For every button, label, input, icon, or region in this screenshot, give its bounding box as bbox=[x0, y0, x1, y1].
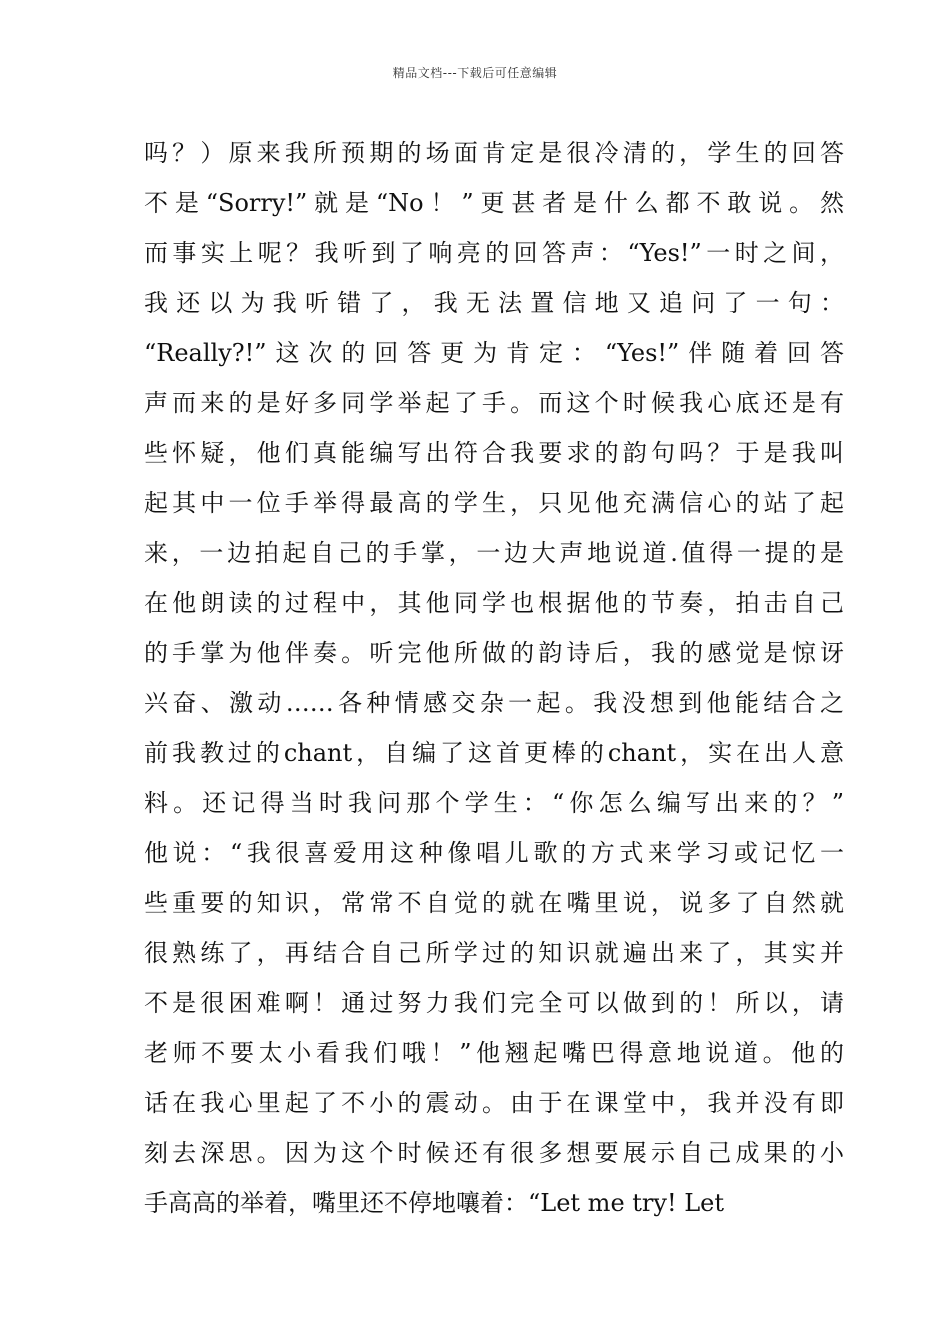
text-line: 前我教过的chant，自编了这首更棒的chant，实在出人意 bbox=[144, 739, 844, 767]
text-line: 话在我心里起了不小的震动。由于在课堂中，我并没有即 bbox=[144, 1089, 844, 1117]
text-line: 些怀疑，他们真能编写出符合我要求的韵句吗？于是我叫 bbox=[144, 439, 844, 467]
text-line: 我还以为我听错了，我无法置信地又追问了一句： bbox=[144, 289, 844, 317]
text-line: 刻去深思。因为这个时候还有很多想要展示自己成果的小 bbox=[144, 1139, 844, 1167]
document-paragraph bbox=[144, 128, 844, 1228]
text-line: 老师不要太小看我们哦！”他翘起嘴巴得意地说道。他的 bbox=[144, 1039, 844, 1067]
text-line: “Really?!”这次的回答更为肯定：“Yes!”伴随着回答 bbox=[144, 339, 844, 367]
text-line: 而事实上呢？我听到了响亮的回答声：“Yes!”一时之间， bbox=[144, 239, 844, 267]
text-line: 起其中一位手举得最高的学生，只见他充满信心的站了起 bbox=[144, 489, 844, 517]
text-line: 在他朗读的过程中，其他同学也根据他的节奏，拍击自己 bbox=[144, 589, 844, 617]
text-line: 不是“Sorry!”就是“No！”更甚者是什么都不敢说。然 bbox=[144, 189, 844, 217]
text-line: 的手掌为他伴奏。听完他所做的韵诗后，我的感觉是惊讶 bbox=[144, 639, 844, 667]
text-line: 吗？）原来我所预期的场面肯定是很冷清的，学生的回答 bbox=[144, 139, 844, 167]
text-line: 不是很困难啊！通过努力我们完全可以做到的！所以，请 bbox=[144, 989, 844, 1017]
text-line: 来，一边拍起自己的手掌，一边大声地说道.值得一提的是 bbox=[144, 539, 844, 567]
text-line: 声而来的是好多同学举起了手。而这个时候我心底还是有 bbox=[144, 389, 844, 417]
text-line: 料。还记得当时我问那个学生：“你怎么编写出来的？” bbox=[144, 789, 844, 817]
page-header: 精品文档---下载后可任意编辑 bbox=[392, 66, 558, 80]
text-line: 手高高的举着，嘴里还不停地嚷着：“Let me try! Let bbox=[144, 1189, 725, 1217]
text-line: 些重要的知识，常常不自觉的就在嘴里说，说多了自然就 bbox=[144, 889, 844, 917]
text-line: 他说：“我很喜爱用这种像唱儿歌的方式来学习或记忆一 bbox=[144, 839, 844, 867]
text-line: 很熟练了，再结合自己所学过的知识就遍出来了，其实并 bbox=[144, 939, 844, 967]
text-line: 兴奋、激动……各种情感交杂一起。我没想到他能结合之 bbox=[144, 689, 844, 717]
